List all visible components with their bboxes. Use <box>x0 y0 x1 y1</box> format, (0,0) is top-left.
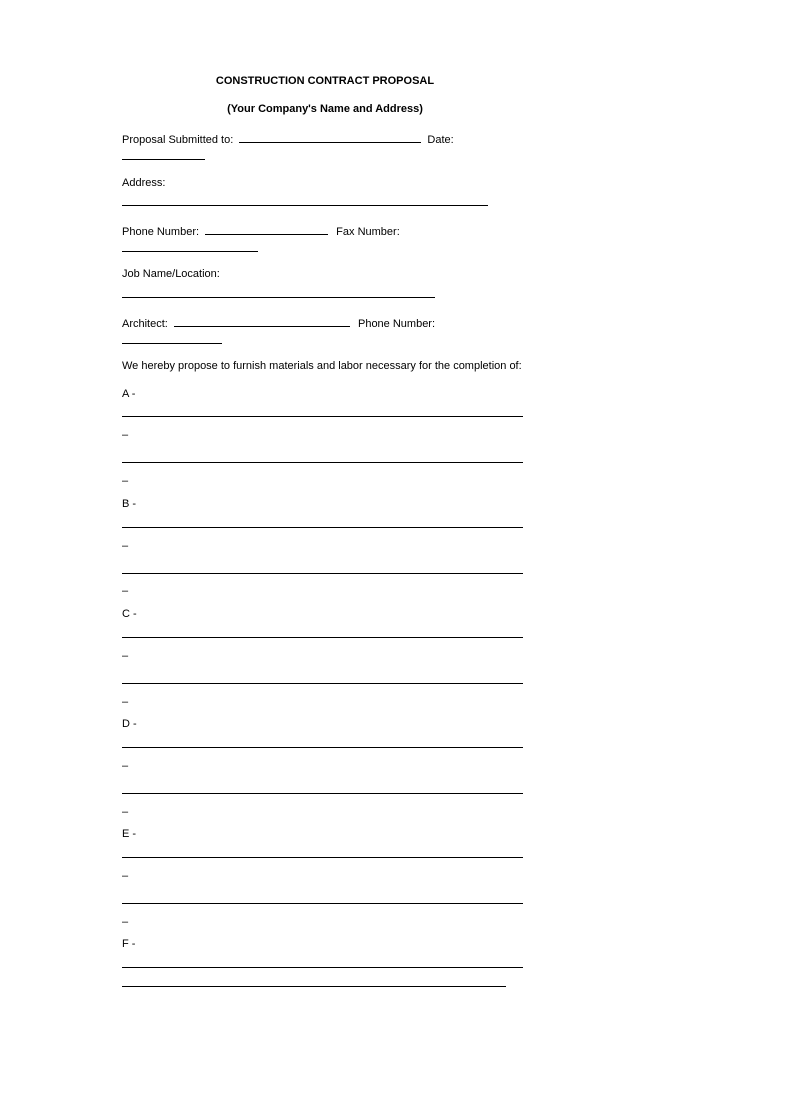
architect-label: Architect: <box>122 318 168 330</box>
architect-phone-label: Phone Number: <box>357 318 436 330</box>
item-label: B - <box>122 498 137 510</box>
item-line[interactable] <box>122 986 506 987</box>
fax-field[interactable] <box>122 251 258 252</box>
address-field[interactable] <box>122 205 488 206</box>
item-dash: – <box>122 916 129 928</box>
architect-field[interactable] <box>174 315 350 327</box>
item-line[interactable] <box>122 573 523 574</box>
phone-field[interactable] <box>205 223 328 235</box>
item-dash: – <box>122 540 129 552</box>
item-line[interactable] <box>122 462 523 463</box>
fax-label: Fax Number: <box>336 226 400 238</box>
item-label: A - <box>122 388 136 400</box>
item-label: C - <box>122 608 137 620</box>
job-label: Job Name/Location: <box>122 268 220 280</box>
item-line[interactable] <box>122 857 523 858</box>
item-dash: – <box>122 760 129 772</box>
submitted-to-row <box>122 131 454 146</box>
phone-label: Phone Number: <box>122 226 200 238</box>
item-line[interactable] <box>122 793 523 794</box>
item-line[interactable] <box>122 683 523 684</box>
proposal-title: CONSTRUCTION CONTRACT PROPOSAL <box>215 75 435 87</box>
item-dash: – <box>122 650 129 662</box>
item-dash: – <box>122 696 129 708</box>
item-line[interactable] <box>122 747 523 748</box>
item-dash: – <box>122 475 129 487</box>
submitted-to-label: Proposal Submitted to: <box>122 134 234 146</box>
architect-row <box>122 315 435 330</box>
architect-phone-field[interactable] <box>122 343 222 344</box>
item-line[interactable] <box>122 903 523 904</box>
date-field[interactable] <box>122 159 205 160</box>
item-line[interactable] <box>122 527 523 528</box>
phone-fax-row <box>122 223 400 238</box>
item-label: D - <box>122 718 137 730</box>
item-dash: – <box>122 585 129 597</box>
item-line[interactable] <box>122 416 523 417</box>
proposal-statement: We hereby propose to furnish materials and labor necessary for the completion of: <box>122 360 522 372</box>
address-label: Address: <box>122 177 166 189</box>
submitted-to-field[interactable] <box>239 131 421 143</box>
item-dash: – <box>122 806 129 818</box>
job-field[interactable] <box>122 297 435 298</box>
item-dash: – <box>122 429 129 441</box>
item-line[interactable] <box>122 967 523 968</box>
item-line[interactable] <box>122 637 523 638</box>
item-dash: – <box>122 870 129 882</box>
item-label: F - <box>122 938 136 950</box>
item-label: E - <box>122 828 137 840</box>
company-subtitle: (Your Company's Name and Address) <box>227 103 423 115</box>
date-label: Date: <box>427 134 454 146</box>
